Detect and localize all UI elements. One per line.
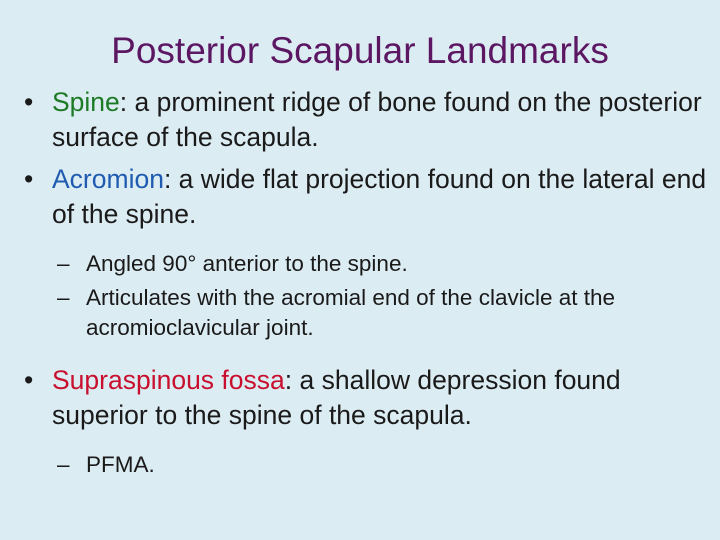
definition-spine: : a prominent ridge of bone found on the posterior surface of the scapula. bbox=[52, 87, 702, 152]
definition-acromion: : a wide flat projection found on the lateral end of the spine. bbox=[52, 164, 707, 229]
bullet-acromion bbox=[0, 162, 720, 232]
sub-bullet-pfma bbox=[0, 450, 720, 480]
sub-bullet-text: PFMA. bbox=[86, 452, 155, 477]
sub-bullet-marker: – bbox=[57, 452, 70, 477]
sub-bullet-marker: – bbox=[57, 251, 70, 276]
sub-bullet-angled bbox=[0, 249, 720, 279]
bullet-marker: • bbox=[24, 365, 34, 395]
sub-bullet-text: Angled 90° anterior to the spine. bbox=[86, 251, 408, 276]
term-supraspinous-fossa: Supraspinous fossa bbox=[52, 365, 285, 395]
sub-bullet-articulates bbox=[0, 283, 720, 343]
bullet-marker: • bbox=[24, 164, 34, 194]
bullet-supraspinous-fossa bbox=[0, 363, 720, 433]
term-acromion: Acromion bbox=[52, 164, 164, 194]
term-spine: Spine bbox=[52, 87, 120, 117]
definition-supraspinous-fossa: : a shallow depression found superior to the spine of the scapula. bbox=[52, 365, 621, 430]
sub-bullet-text: Articulates with the acromial end of the clavicle at the acromioclavicular joint. bbox=[86, 285, 616, 340]
sub-bullet-marker: – bbox=[57, 285, 70, 310]
bullet-list bbox=[0, 85, 720, 480]
bullet-marker: • bbox=[24, 87, 34, 117]
slide-title: Posterior Scapular Landmarks bbox=[111, 30, 609, 71]
bullet-spine bbox=[0, 85, 720, 155]
